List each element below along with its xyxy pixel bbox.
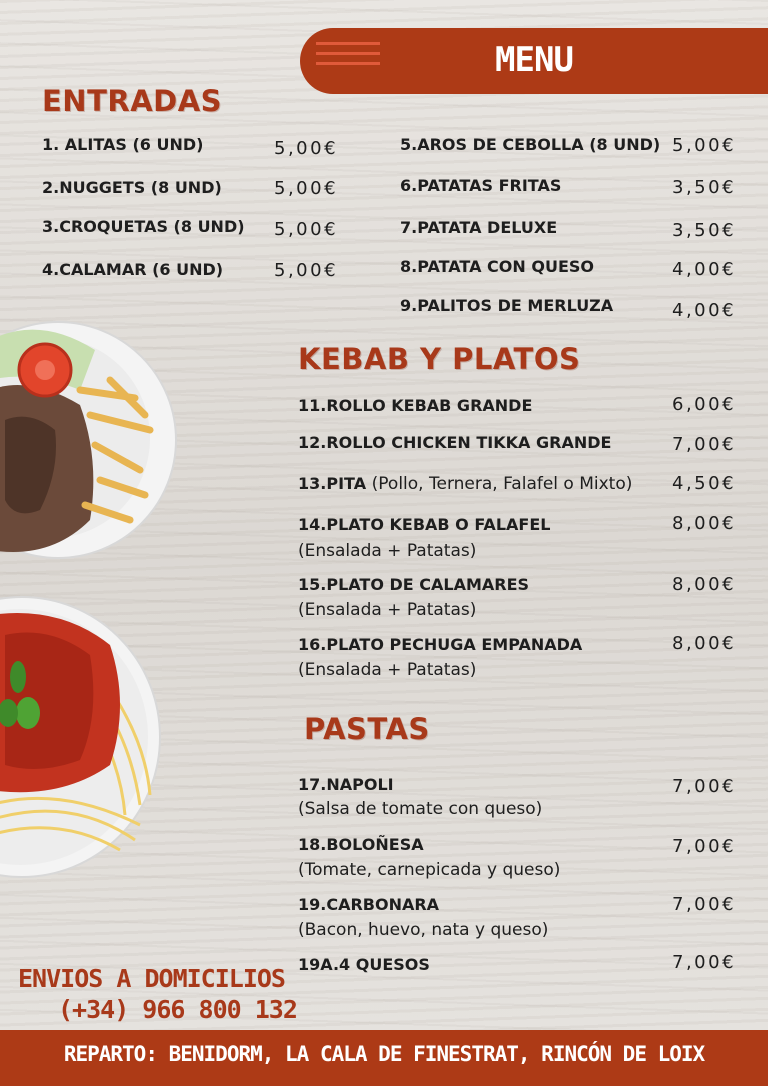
- menu-item-description: (Bacon, huevo, nata y queso): [298, 920, 549, 940]
- menu-item-name: 7.PATATA DELUXE: [400, 218, 558, 237]
- menu-item-price: 3,50€: [672, 177, 737, 198]
- footer-delivery-areas: REPARTO: BENIDORM, LA CALA DE FINESTRAT, RINCÓN DE LOIX: [63, 1042, 705, 1066]
- menu-item-name: 9.PALITOS DE MERLUZA: [400, 296, 614, 315]
- menu-item-price: 7,00€: [672, 776, 737, 797]
- menu-item-price: 5,00€: [274, 260, 339, 281]
- menu-item-name: 12.ROLLO CHICKEN TIKKA GRANDE: [298, 433, 612, 452]
- menu-item-price: 5,00€: [274, 138, 339, 159]
- menu-title: MENU: [495, 40, 573, 80]
- menu-item-name: 19.CARBONARA: [298, 895, 440, 914]
- menu-item-price: 5,00€: [672, 135, 737, 156]
- kebab-plate-image: [0, 320, 180, 565]
- menu-item-price: 4,00€: [672, 300, 737, 321]
- menu-item-name: [298, 474, 632, 494]
- menu-item-price: 4,50€: [672, 473, 737, 494]
- menu-item-price: 4,00€: [672, 259, 737, 280]
- menu-item-price: 3,50€: [672, 220, 737, 241]
- menu-item-price: 8,00€: [672, 513, 737, 534]
- menu-item-name: 17.NAPOLI: [298, 775, 394, 794]
- menu-item-name: 19A.4 QUESOS: [298, 955, 430, 974]
- menu-item-price: 6,00€: [672, 394, 737, 415]
- menu-item-description: (Tomate, carnepicada y queso): [298, 860, 561, 880]
- menu-item-description: (Ensalada + Patatas): [298, 600, 477, 620]
- menu-item-price: 7,00€: [672, 434, 737, 455]
- menu-item-price: 5,00€: [274, 178, 339, 199]
- menu-item-title: 13.PITA: [298, 474, 367, 493]
- menu-item-price: 8,00€: [672, 574, 737, 595]
- menu-item-name: 14.PLATO KEBAB O FALAFEL: [298, 515, 551, 534]
- section-title-pastas: PASTAS: [304, 712, 430, 746]
- menu-item-note: (Pollo, Ternera, Falafel o Mixto): [371, 474, 633, 494]
- menu-item-name: 15.PLATO DE CALAMARES: [298, 575, 530, 594]
- menu-item-price: 8,00€: [672, 633, 737, 654]
- menu-item-description: (Ensalada + Patatas): [298, 541, 477, 561]
- menu-item-price: 7,00€: [672, 952, 737, 973]
- menu-item-price: 7,00€: [672, 836, 737, 857]
- menu-item-name: 6.PATATAS FRITAS: [400, 176, 562, 195]
- menu-banner: [300, 28, 768, 94]
- menu-item-description: (Ensalada + Patatas): [298, 660, 477, 680]
- menu-item-name: 1. ALITAS (6 UND): [42, 135, 204, 154]
- menu-item-price: 5,00€: [274, 219, 339, 240]
- menu-item-name: 8.PATATA CON QUESO: [400, 257, 594, 276]
- menu-item-name: 4.CALAMAR (6 UND): [42, 260, 224, 279]
- menu-item-description: (Salsa de tomate con queso): [298, 799, 543, 819]
- menu-item-price: 7,00€: [672, 894, 737, 915]
- menu-item-name: 5.AROS DE CEBOLLA (8 UND): [400, 135, 661, 154]
- delivery-phone[interactable]: (+34) 966 800 132: [58, 995, 297, 1024]
- menu-item-name: 3.CROQUETAS (8 UND): [42, 217, 245, 236]
- menu-item-name: 11.ROLLO KEBAB GRANDE: [298, 396, 533, 415]
- menu-item-name: 18.BOLOÑESA: [298, 835, 424, 854]
- section-title-entradas: ENTRADAS: [42, 84, 223, 118]
- section-title-kebab: KEBAB Y PLATOS: [298, 342, 581, 376]
- menu-item-name: 16.PLATO PECHUGA EMPANADA: [298, 635, 583, 654]
- delivery-label: ENVIOS A DOMICILIOS: [18, 964, 285, 993]
- spaghetti-plate-image: [0, 595, 165, 880]
- footer-banner: [0, 1030, 768, 1086]
- menu-item-name: 2.NUGGETS (8 UND): [42, 178, 222, 197]
